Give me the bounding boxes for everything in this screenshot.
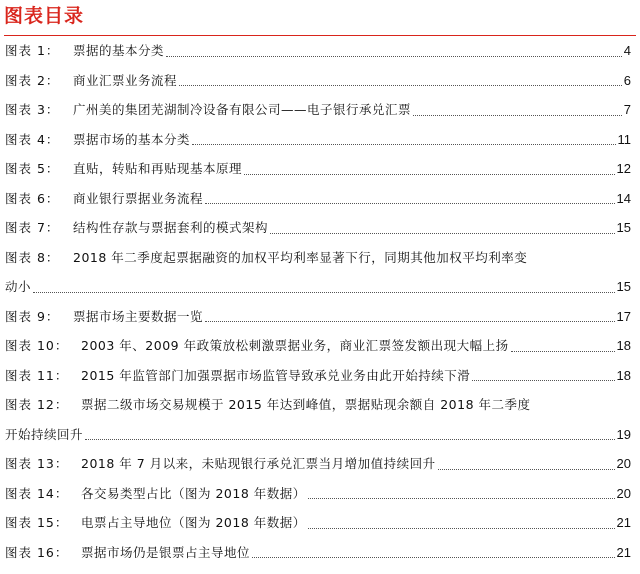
table-of-figures [5,36,631,567]
toc-entry-label: 图表 16： [5,544,69,560]
toc-entry-label: 图表 5： [5,161,60,176]
leader-dots [33,292,615,293]
leader-dots [511,351,615,352]
toc-entry-5[interactable] [5,154,631,184]
toc-entry-label: 图表 6： [5,190,60,206]
toc-entry-3[interactable] [5,95,631,125]
toc-entry-page: 19 [616,426,631,442]
toc-entry-text: 广州美的集团芜湖制冷设备有限公司——电子银行承兑汇票 [73,102,412,117]
toc-entry-text: 票据的基本分类 [73,43,165,58]
toc-entry-page: 21 [616,515,631,530]
toc-entry-page: 6 [623,72,631,88]
toc-entry-text: 票据二级市场交易规模于 2015 年达到峰值，票据贴现余额自 2018 年二季度 [81,397,531,412]
leader-dots [85,439,615,440]
toc-entry-label: 图表 11： [5,367,69,383]
toc-entry-label: 图表 2： [5,72,60,88]
toc-entry-label: 图表 1： [5,43,60,58]
toc-entry-label: 图表 12： [5,397,69,412]
toc-entry-label: 图表 7： [5,220,60,235]
toc-entry-text: 2003 年、2009 年政策放松刺激票据业务，商业汇票签发额出现大幅上扬 [81,338,509,353]
toc-entry-label: 图表 4： [5,131,60,147]
toc-entry-text: 商业银行票据业务流程 [73,190,204,206]
leader-dots [308,528,615,529]
toc-entry-7[interactable] [5,213,631,243]
toc-entry-6[interactable] [5,184,631,214]
toc-entry-page: 14 [616,190,631,206]
toc-entry-text: 票据市场仍是银票占主导地位 [81,544,251,560]
toc-entry-text: 直贴，转贴和再贴现基本原理 [73,161,243,176]
toc-entry-text: 票据市场的基本分类 [73,131,191,147]
toc-entry-13[interactable] [5,449,631,479]
toc-entry-1[interactable] [5,36,631,66]
toc-entry-label: 图表 13： [5,456,69,471]
leader-dots [438,469,615,470]
toc-entry-9[interactable] [5,302,631,332]
toc-entry-14[interactable] [5,479,631,509]
leader-dots [308,498,615,499]
toc-entry-label: 图表 10： [5,338,69,353]
toc-entry-text: 商业汇票业务流程 [73,72,178,88]
toc-entry-text-continued: 动小 [5,279,32,294]
toc-entry-text-continued: 开始持续回升 [5,426,84,442]
toc-entry-11[interactable] [5,361,631,391]
toc-entry-page: 4 [623,43,631,58]
toc-entry-text: 2015 年监管部门加强票据市场监管导致承兑业务由此开始持续下滑 [81,367,471,383]
leader-dots [192,144,615,145]
toc-entry-page: 20 [616,456,631,471]
toc-entry-text: 2018 年 7 月以来，未贴现银行承兑汇票当月增加值持续回升 [81,456,436,471]
leader-dots [413,115,622,116]
toc-entry-4[interactable] [5,125,631,155]
leader-dots [179,85,622,86]
toc-entry-page: 18 [616,338,631,353]
leader-dots [252,557,615,558]
toc-entry-text: 各交易类型占比（图为 2018 年数据） [81,485,306,501]
toc-entry-page: 12 [616,161,631,176]
leader-dots [244,174,615,175]
leader-dots [205,321,615,322]
leader-dots [205,203,615,204]
toc-entry-page: 17 [616,308,631,324]
toc-entry-page: 20 [616,485,631,501]
leader-dots [166,56,622,57]
leader-dots [472,380,614,381]
toc-entry-15[interactable] [5,508,631,538]
toc-entry-text: 结构性存款与票据套利的模式架构 [73,220,269,235]
toc-entry-page: 15 [616,279,631,294]
toc-entry-16[interactable] [5,538,631,568]
toc-entry-page: 18 [616,367,631,383]
toc-entry-text: 票据市场主要数据一览 [73,308,204,324]
toc-entry-label: 图表 14： [5,485,69,501]
toc-entry-page: 7 [623,102,631,117]
toc-entry-2[interactable] [5,66,631,96]
toc-entry-page: 15 [616,220,631,235]
toc-entry-page: 11 [617,131,631,147]
page-title: 图表目录 [4,5,85,27]
toc-entry-10[interactable] [5,331,631,361]
toc-entry-label: 图表 3： [5,102,60,117]
toc-entry-8[interactable] [5,243,631,302]
toc-entry-label: 图表 9： [5,308,60,324]
toc-entry-page: 21 [616,544,631,560]
toc-entry-text: 电票占主导地位（图为 2018 年数据） [81,515,306,530]
toc-entry-label: 图表 15： [5,515,69,530]
toc-entry-label: 图表 8： [5,249,60,265]
leader-dots [270,233,615,234]
toc-entry-text: 2018 年二季度起票据融资的加权平均利率显著下行，同期其他加权平均利率变 [73,249,528,265]
toc-entry-12[interactable] [5,390,631,449]
